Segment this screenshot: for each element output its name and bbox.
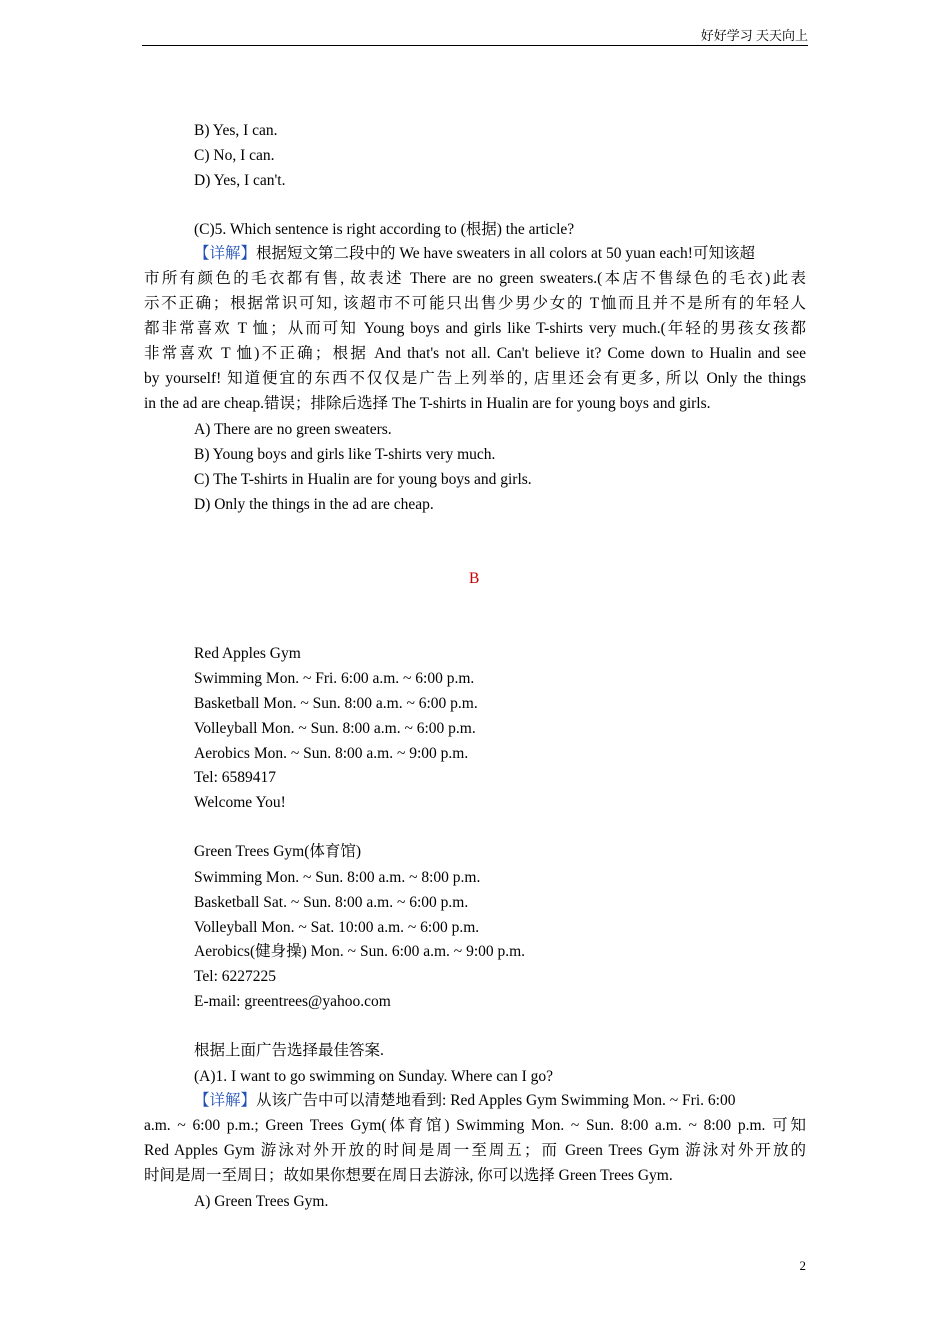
q5-explanation-line: 示不正确；根据常识可知, 该超市不可能只出售少男少女的 T恤而且并不是所有的年轻人: [144, 295, 806, 312]
green-trees-basketball: Basketball Sat. ~ Sun. 8:00 a.m. ~ 6:00 p.m.: [194, 894, 469, 911]
instruction: 根据上面广告选择最佳答案.: [194, 1042, 384, 1059]
q5-option-d: D) Only the things in the ad are cheap.: [194, 496, 434, 513]
q5-explanation-first: [194, 244, 755, 264]
q5-explanation-line: 非常喜欢 T 恤)不正确；根据 And that's not all. Can't believe it? Come down to Hualin and see: [144, 345, 806, 362]
q5-explanation-line: 市所有颜色的毛衣都有售, 故表述 There are no green sweaters.(本店不售绿色的毛衣)此表: [144, 270, 806, 287]
page-number: 2: [799, 1258, 806, 1273]
header-text: 好好学习 天天向上: [700, 28, 808, 43]
q5-explanation-line: 都非常喜欢 T 恤；从而可知 Young boys and girls like T-shirts very much.(年轻的男孩女孩都: [144, 320, 806, 337]
red-apples-aerobics: Aerobics Mon. ~ Sun. 8:00 a.m. ~ 9:00 p.m.: [194, 745, 469, 762]
q5-question: (C)5. Which sentence is right according to (根据) the article?: [194, 221, 575, 238]
q4-option-c: C) No, I can.: [194, 147, 275, 164]
q5-explanation-line: by yourself! 知道便宜的东西不仅仅是广告上列举的, 店里还会有更多, 所以 Only the things: [144, 370, 806, 387]
green-trees-swimming: Swimming Mon. ~ Sun. 8:00 a.m. ~ 8:00 p.m.: [194, 869, 481, 886]
red-apples-basketball: Basketball Mon. ~ Sun. 8:00 a.m. ~ 6:00 p.m.: [194, 695, 478, 712]
section-b-title: B: [469, 570, 480, 587]
green-trees-email: E-mail: greentrees@yahoo.com: [194, 993, 391, 1010]
green-trees-tel: Tel: 6227225: [194, 968, 277, 985]
header-rule: [142, 45, 808, 46]
q1-explanation-line: Red Apples Gym 游泳对外开放的时间是周一至周五；而 Green Trees Gym 游泳对外开放的: [144, 1142, 806, 1159]
q1-explanation-first: [194, 1091, 735, 1111]
red-apples-volleyball: Volleyball Mon. ~ Sun. 8:00 a.m. ~ 6:00 p.m.: [194, 720, 476, 737]
q5-explanation-text: 根据短文第二段中的 We have sweaters in all colors at 50 yuan each!可知该超: [256, 245, 755, 262]
red-apples-gym-name: Red Apples Gym: [194, 645, 301, 662]
q1-explanation-text: 从该广告中可以清楚地看到: Red Apples Gym Swimming Mon. ~ Fri. 6:00: [256, 1092, 736, 1109]
green-trees-aerobics: Aerobics(健身操) Mon. ~ Sun. 6:00 a.m. ~ 9:00 p.m.: [194, 943, 526, 960]
q5-option-b: B) Young boys and girls like T-shirts very much.: [194, 446, 496, 463]
q1-question: (A)1. I want to go swimming on Sunday. Where can I go?: [194, 1068, 554, 1085]
q5-explanation-tag: 【详解】: [194, 245, 257, 262]
q5-option-a: A) There are no green sweaters.: [194, 421, 392, 438]
q1-option-a: A) Green Trees Gym.: [194, 1193, 329, 1210]
green-trees-volleyball: Volleyball Mon. ~ Sat. 10:00 a.m. ~ 6:00 p.m.: [194, 919, 480, 936]
q1-explanation-tag: 【详解】: [194, 1092, 257, 1109]
q5-option-c: C) The T-shirts in Hualin are for young boys and girls.: [194, 471, 532, 488]
q5-explanation-line: in the ad are cheap.错误；排除后选择 The T-shirts in Hualin are for young boys and girls.: [144, 395, 711, 412]
q4-option-b: B) Yes, I can.: [194, 122, 278, 139]
q1-explanation-line: 时间是周一至周日；故如果你想要在周日去游泳, 你可以选择 Green Trees Gym.: [144, 1167, 673, 1184]
q4-option-d: D) Yes, I can't.: [194, 172, 286, 189]
red-apples-swimming: Swimming Mon. ~ Fri. 6:00 a.m. ~ 6:00 p.m.: [194, 670, 475, 687]
red-apples-tel: Tel: 6589417: [194, 769, 277, 786]
q1-explanation-line: a.m. ~ 6:00 p.m.; Green Trees Gym(体育馆) Swimming Mon. ~ Sun. 8:00 a.m. ~ 8:00 p.m. 可知: [144, 1117, 806, 1134]
green-trees-gym-name: Green Trees Gym(体育馆): [194, 843, 362, 860]
red-apples-welcome: Welcome You!: [194, 794, 286, 811]
